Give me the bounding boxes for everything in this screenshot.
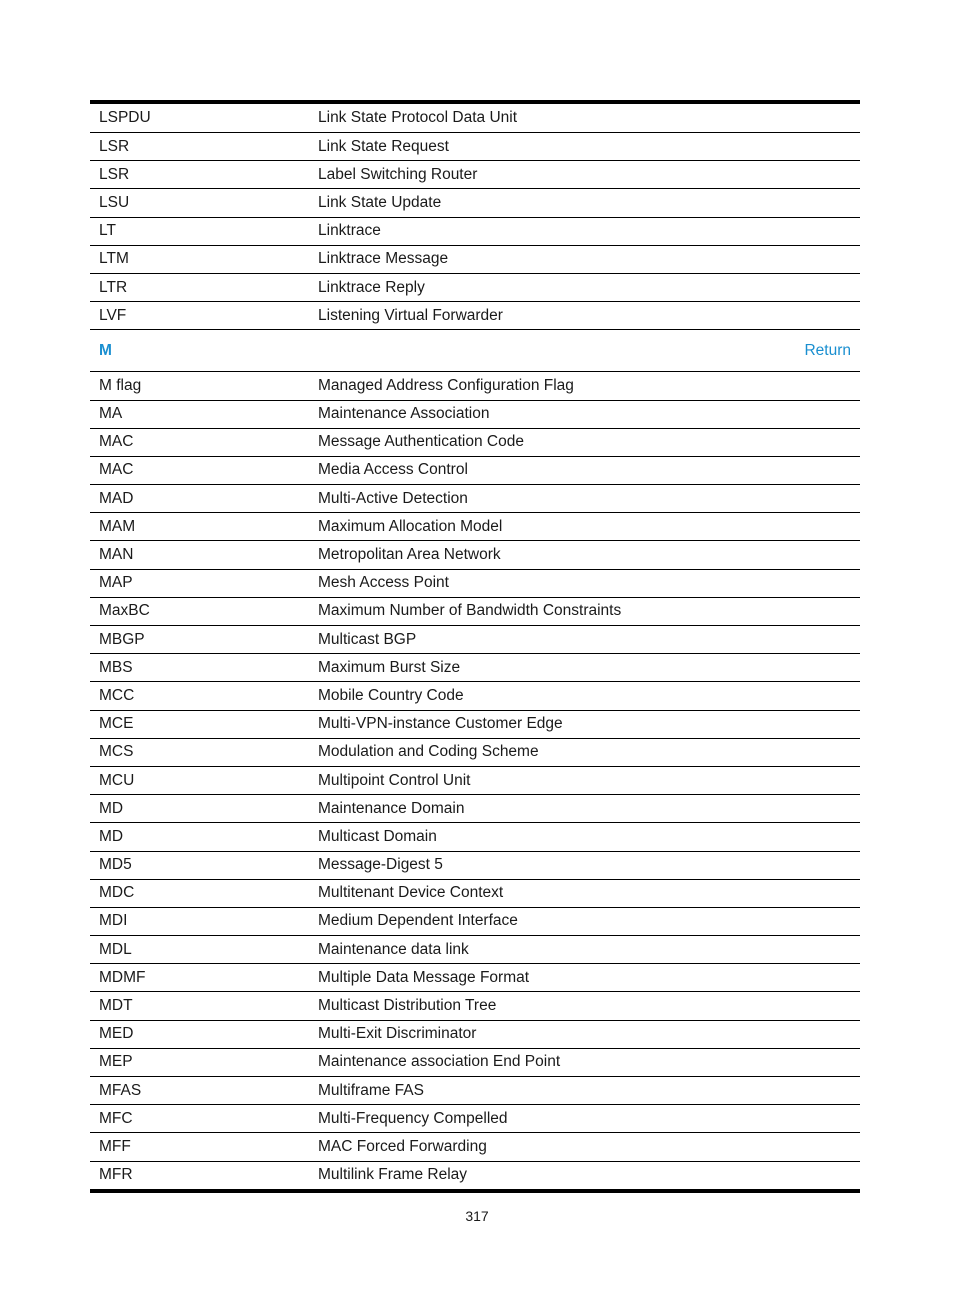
definition-cell: Linktrace Reply	[318, 278, 425, 296]
acronym-cell: MFF	[99, 1137, 131, 1155]
table-row	[90, 484, 860, 512]
table-row	[90, 540, 860, 568]
table-row	[90, 569, 860, 597]
definition-cell: Modulation and Coding Scheme	[318, 743, 539, 761]
table-row	[90, 301, 860, 329]
definition-cell: Link State Update	[318, 193, 442, 211]
definition-cell: Multicast Domain	[318, 827, 437, 845]
acronym-cell: MD	[99, 799, 124, 817]
definition-cell: Multiple Data Message Format	[318, 968, 530, 986]
acronym-cell: MA	[99, 405, 123, 423]
acronym-cell: MDL	[99, 940, 132, 958]
acronym-cell: MEP	[99, 1053, 133, 1071]
definition-cell: Mesh Access Point	[318, 574, 449, 592]
definition-cell: Multi-Frequency Compelled	[318, 1109, 508, 1127]
definition-cell: Maximum Burst Size	[318, 658, 461, 676]
acronym-cell: MBS	[99, 658, 133, 676]
acronym-cell: MFAS	[99, 1081, 142, 1099]
acronym-cell: MDT	[99, 997, 133, 1015]
section-header-m	[90, 329, 860, 371]
definition-cell: Link State Protocol Data Unit	[318, 109, 518, 126]
table-row	[90, 879, 860, 907]
table-row	[90, 217, 860, 245]
acronym-cell: MDMF	[99, 968, 146, 986]
acronym-cell: MCU	[99, 771, 135, 789]
table-row	[90, 907, 860, 935]
definition-cell: Message Authentication Code	[318, 433, 524, 451]
table-row	[90, 766, 860, 794]
table-row	[90, 1132, 860, 1160]
acronym-cell: MCS	[99, 743, 134, 761]
table-row	[90, 681, 860, 709]
table-row	[90, 963, 860, 991]
table-row	[90, 400, 860, 428]
definition-cell: Maintenance Association	[318, 405, 490, 423]
definition-cell: Link State Request	[318, 137, 449, 155]
table-row	[90, 1104, 860, 1132]
table-row	[90, 132, 860, 160]
acronym-cell: MAP	[99, 574, 133, 592]
acronym-cell: MD5	[99, 856, 132, 874]
return-link[interactable]: Return	[804, 341, 851, 359]
acronym-cell: MCE	[99, 715, 134, 733]
definition-cell: Maintenance Domain	[318, 799, 465, 817]
definition-cell: Multi-Active Detection	[318, 489, 468, 507]
table-row	[90, 371, 860, 399]
table-row	[90, 738, 860, 766]
definition-cell: Linktrace	[318, 222, 381, 240]
table-row	[90, 822, 860, 850]
definition-cell: Message-Digest 5	[318, 856, 443, 874]
definition-cell: Maximum Allocation Model	[318, 517, 503, 535]
acronym-cell: MAM	[99, 517, 136, 535]
definition-cell: Multilink Frame Relay	[318, 1166, 468, 1184]
definition-cell: Multicast Distribution Tree	[318, 997, 497, 1015]
table-row	[90, 428, 860, 456]
definition-cell: Managed Address Configuration Flag	[318, 376, 574, 394]
definition-cell: Maintenance data link	[318, 940, 469, 958]
table-row	[90, 597, 860, 625]
acronym-table	[90, 100, 860, 1193]
table-row	[90, 710, 860, 738]
acronym-cell: LTM	[99, 250, 129, 268]
acronym-cell: MDC	[99, 884, 135, 902]
table-row	[90, 1048, 860, 1076]
acronym-cell: LSPDU	[99, 109, 151, 126]
rows-group-m	[90, 371, 860, 1188]
definition-cell: Multitenant Device Context	[318, 884, 504, 902]
acronym-cell: MDI	[99, 912, 128, 930]
acronym-cell: LT	[99, 222, 116, 240]
acronym-cell: MAC	[99, 433, 134, 451]
acronym-cell: MFR	[99, 1166, 133, 1184]
table-row	[90, 1076, 860, 1104]
acronym-cell: MAD	[99, 489, 134, 507]
acronym-cell: MFC	[99, 1109, 133, 1127]
table-row	[90, 935, 860, 963]
rows-group-l	[90, 104, 860, 329]
table-row	[90, 851, 860, 879]
table-row	[90, 160, 860, 188]
acronym-cell: LVF	[99, 306, 127, 324]
section-letter: M	[99, 341, 112, 359]
table-row	[90, 625, 860, 653]
table-row	[90, 1161, 860, 1189]
acronym-cell: MD	[99, 827, 124, 845]
definition-cell: MAC Forced Forwarding	[318, 1137, 487, 1155]
definition-cell: Listening Virtual Forwarder	[318, 306, 503, 324]
definition-cell: Multi-Exit Discriminator	[318, 1025, 477, 1043]
acronym-cell: LSR	[99, 165, 130, 183]
table-row	[90, 794, 860, 822]
table-row	[90, 456, 860, 484]
acronym-cell: LTR	[99, 278, 128, 296]
acronym-cell: MaxBC	[99, 602, 150, 620]
definition-cell: Multipoint Control Unit	[318, 771, 471, 789]
table-row	[90, 245, 860, 273]
acronym-cell: MBGP	[99, 630, 145, 648]
acronym-cell: LSU	[99, 193, 130, 211]
table-row	[90, 1020, 860, 1048]
acronym-cell: LSR	[99, 137, 130, 155]
acronym-cell: M flag	[99, 376, 142, 394]
definition-cell: Label Switching Router	[318, 165, 478, 183]
definition-cell: Multi-VPN-instance Customer Edge	[318, 715, 563, 733]
definition-cell: Linktrace Message	[318, 250, 449, 268]
table-row	[90, 991, 860, 1019]
acronym-cell: MED	[99, 1025, 134, 1043]
definition-cell: Metropolitan Area Network	[318, 546, 501, 564]
table-row	[90, 653, 860, 681]
definition-cell: Medium Dependent Interface	[318, 912, 518, 930]
definition-cell: Maximum Number of Bandwidth Constraints	[318, 602, 622, 620]
page-number: 317	[465, 1208, 489, 1224]
acronym-cell: MAN	[99, 546, 134, 564]
definition-cell: Mobile Country Code	[318, 686, 464, 704]
definition-cell: Multicast BGP	[318, 630, 417, 648]
table-row	[90, 512, 860, 540]
definition-cell: Multiframe FAS	[318, 1081, 424, 1099]
table-row	[90, 273, 860, 301]
definition-cell: Maintenance association End Point	[318, 1053, 561, 1071]
definition-cell: Media Access Control	[318, 461, 468, 479]
acronym-cell: MAC	[99, 461, 134, 479]
table-row	[90, 188, 860, 216]
table-row	[90, 104, 860, 132]
acronym-cell: MCC	[99, 686, 135, 704]
